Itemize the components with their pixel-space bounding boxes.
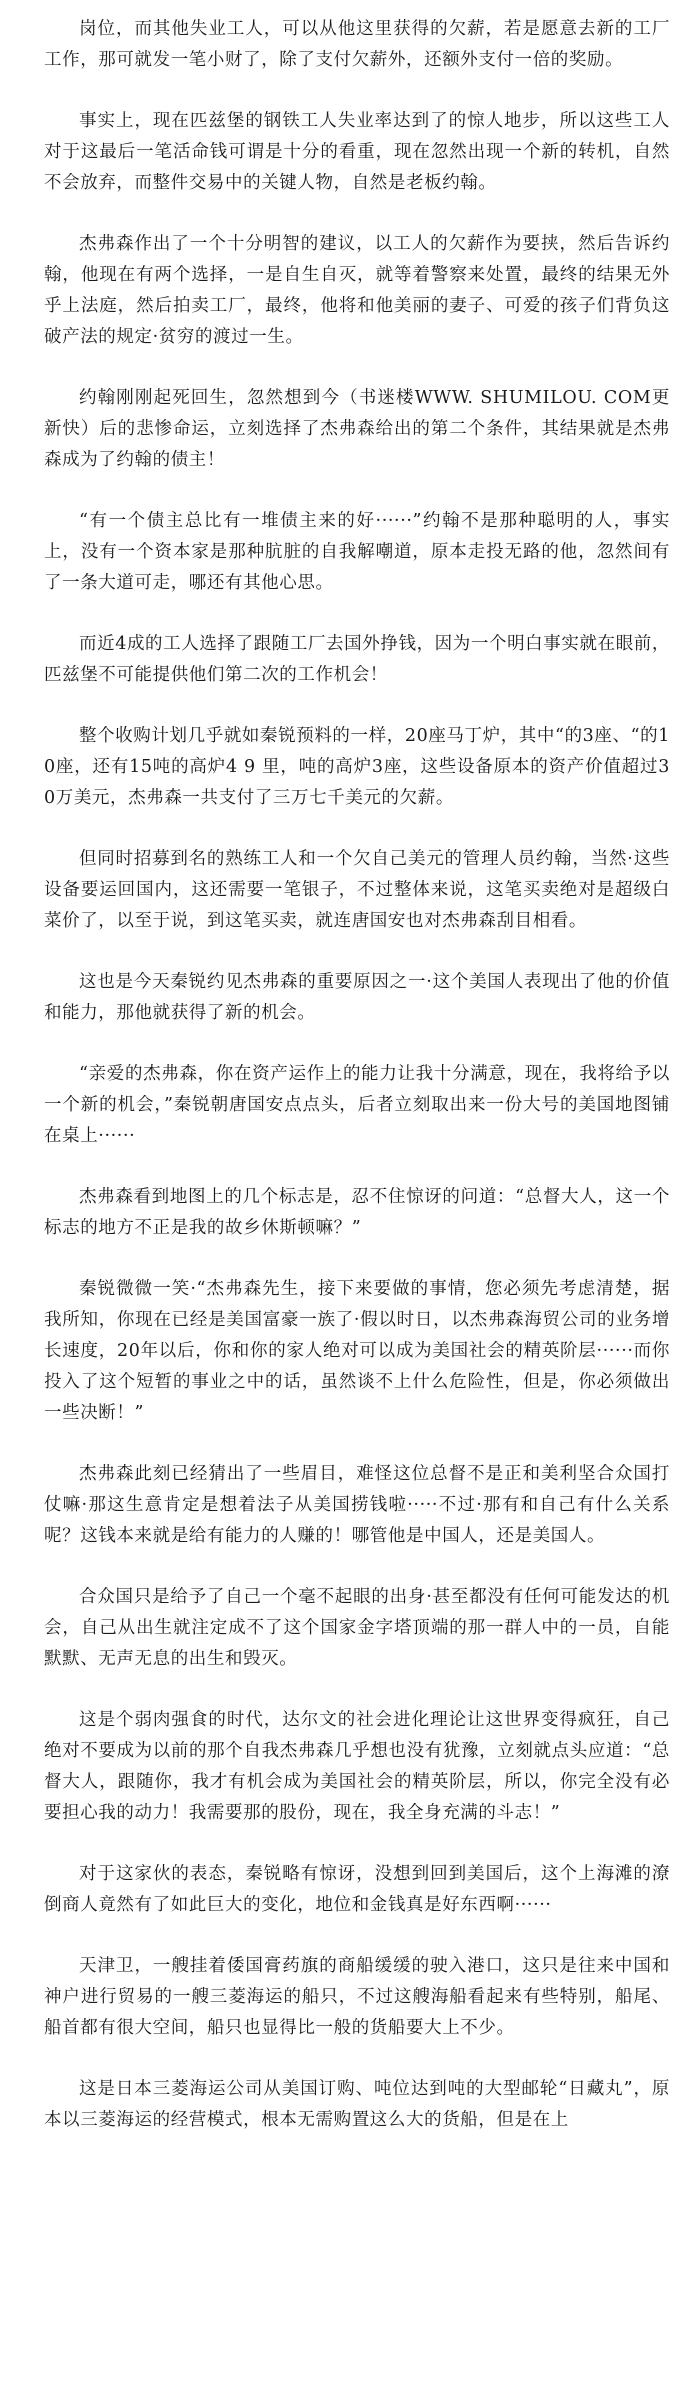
paragraph: 这也是今天秦锐约见杰弗森的重要原因之一·这个美国人表现出了他的价值和能力，那他就获得了新的机会。: [44, 972, 670, 1023]
paragraph: 事实上，现在匹兹堡的钢铁工人失业率达到了的惊人地步，所以这些工人对于这最后一笔活命钱可谓是十分的看重，现在忽然出现一个新的转机，自然不会放弃，而整件交易中的关键人物，自然是老板约翰。: [44, 111, 670, 193]
paragraph: 对于这家伙的表态，秦锐略有惊讶，没想到回到美国后，这个上海滩的潦倒商人竟然有了如此巨大的变化，地位和金钱真是好东西啊······: [44, 1864, 670, 1915]
paragraph: 岗位，而其他失业工人，可以从他这里获得的欠薪，若是愿意去新的工厂工作，那可就发一笔小财了，除了支付欠薪外，还额外支付一倍的奖励。: [44, 19, 670, 70]
paragraph: 这是个弱肉强食的时代，达尔文的社会进化理论让这世界变得疯狂，自己绝对不要成为以前的那个自我杰弗森几乎想也没有犹豫，立刻就点头应道：“总督大人，跟随你，我才有机会成为美国社会的精英阶层，所以，你完全没有必要担心我的动力！我需要那的股份，现在，我全身充满的斗志！”: [44, 1710, 670, 1823]
paragraph: 约翰刚刚起死回生，忽然想到今（书迷楼WWW. SHUMILOU. COM更新快）后的悲惨命运，立刻选择了杰弗森给出的第二个条件，其结果就是杰弗森成为了约翰的债主！: [44, 388, 670, 470]
paragraph: 杰弗森看到地图上的几个标志是，忍不住惊讶的问道：“总督大人，这一个标志的地方不正是我的故乡休斯顿嘛？”: [44, 1187, 670, 1238]
paragraph: 秦锐微微一笑·“杰弗森先生，接下来要做的事情，您必须先考虑清楚，据我所知，你现在已经是美国富豪一族了·假以时日，以杰弗森海贸公司的业务增长速度，20年以后，你和你的家人绝对可以成为美国社会的精英阶层······而你投入了这个短暂的事业之中的话，虽然谈不上什么危险性，但是，你必须做出一些决断！”: [44, 1279, 670, 1423]
paragraph: “有一个债主总比有一堆债主来的好······”约翰不是那种聪明的人，事实上，没有一个资本家是那种肮脏的自我解嘲道，原本走投无路的他，忽然间有了一条大道可走，哪还有其他心思。: [44, 511, 670, 593]
paragraph: 杰弗森此刻已经猜出了一些眉目，难怪这位总督不是正和美利坚合众国打仗嘛·那这生意肯定是想着法子从美国捞钱啦·····不过·那有和自己有什么关系呢？这钱本来就是给有能力的人赚的！哪管他是中国人，还是美国人。: [44, 1464, 670, 1546]
paragraph: 天津卫，一艘挂着倭国膏药旗的商船缓缓的驶入港口，这只是往来中国和神户进行贸易的一艘三菱海运的船只，不过这艘海船看起来有些特别，船尾、船首都有很大空间，船只也显得比一般的货船要大上不少。: [44, 1956, 670, 2038]
paragraph: 杰弗森作出了一个十分明智的建议，以工人的欠薪作为要挟，然后告诉约翰，他现在有两个选择，一是自生自灭，就等着警察来处置，最终的结果无外乎上法庭，然后拍卖工厂，最终，他将和他美丽的妻子、可爱的孩子们背负这破产法的规定·贫穷的渡过一生。: [44, 234, 670, 347]
paragraph: “亲爱的杰弗森，你在资产运作上的能力让我十分满意，现在，我将给予以一个新的机会，”秦锐朝唐国安点点头，后者立刻取出来一份大号的美国地图铺在桌上······: [44, 1064, 670, 1146]
paragraph: 这是日本三菱海运公司从美国订购、吨位达到吨的大型邮轮“日藏丸”，原本以三菱海运的经营模式，根本无需购置这么大的货船，但是在上: [44, 2079, 670, 2130]
paragraph: 合众国只是给予了自己一个毫不起眼的出身·甚至都没有任何可能发达的机会，自己从出生就注定成不了这个国家金字塔顶端的那一群人中的一员，自能默默、无声无息的出生和毁灭。: [44, 1587, 670, 1669]
paragraph: 而近4成的工人选择了跟随工厂去国外挣钱，因为一个明白事实就在眼前，匹兹堡不可能提供他们第二次的工作机会！: [44, 634, 670, 685]
paragraph: 但同时招募到名的熟练工人和一个欠自己美元的管理人员约翰，当然·这些设备要运回国内，这还需要一笔银子，不过整体来说，这笔买卖绝对是超级白菜价了，以至于说，到这笔买卖，就连唐国安也对杰弗森刮目相看。: [44, 849, 670, 931]
paragraph: 整个收购计划几乎就如秦锐预料的一样，20座马丁炉，其中“的3座、“的10座，还有15吨的高炉4 9 里，吨的高炉3座，这些设备原本的资产价值超过30万美元，杰弗森一共支付了三万七千美元的欠薪。: [44, 726, 670, 808]
